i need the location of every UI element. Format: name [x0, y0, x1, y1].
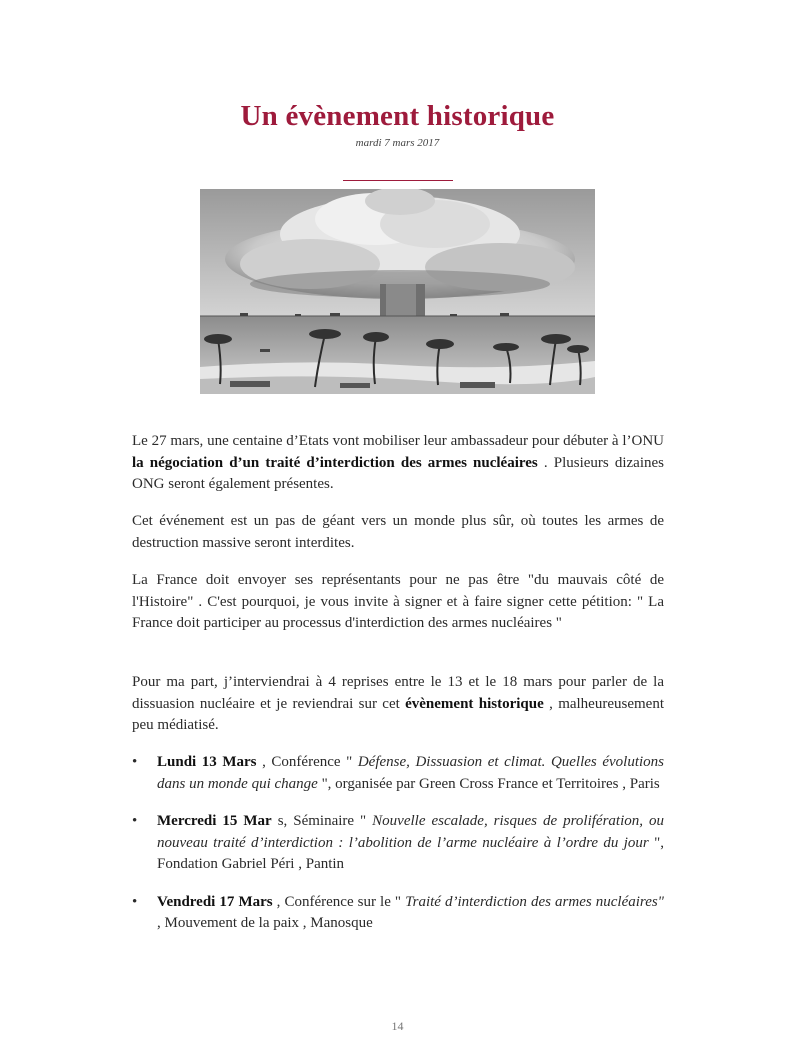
event-post: ", organisée par Green Cross France et Territoires , Paris [317, 775, 660, 792]
list-item [132, 811, 664, 876]
bullet-icon: • [132, 754, 138, 770]
event-post: ", Fondation Gabriel Péri , Pantin [157, 834, 664, 872]
events-list [132, 752, 664, 951]
interventions-text-a: Pour ma part, j’interviendrai à 4 reprises entre le 13 et le 18 mars pour parler de la dissuasion nucléaire et je reviendrai sur cet [132, 674, 664, 712]
event-post: , Mouvement de la paix , Manosque [157, 915, 373, 931]
article-date: mardi 7 mars 2017 [355, 137, 440, 149]
article-photo [200, 189, 595, 394]
event-day: Mercredi 15 Mar [157, 813, 272, 829]
event-pre: , Conférence sur le " [272, 893, 406, 910]
event-topic: Traité d’interdiction des armes nucléaires" [405, 893, 664, 910]
paragraph-intro [132, 431, 664, 496]
bullet-icon: • [132, 813, 138, 829]
list-item [132, 892, 664, 935]
significance-text: Cet événement est un pas de géant vers un monde plus sûr, où toutes les armes de destruction massive seront interdites. [132, 513, 664, 551]
page-number: 14 [391, 1019, 404, 1033]
event-pre: , Conférence " [256, 754, 358, 770]
interventions-text-c: , malheureusement peu médiatisé. [132, 695, 664, 733]
event-day: Vendredi 17 Mars [157, 893, 273, 910]
bullet-icon: • [132, 893, 138, 910]
paragraph-petition [132, 570, 664, 635]
paragraph-significance [132, 511, 664, 554]
intro-text-c: . Plusieurs dizaines ONG seront également présentes. [132, 454, 665, 492]
intro-text-a: Le 27 mars, une centaine d’Etats vont mobiliser leur ambassadeur pour débuter à l’ONU [132, 433, 664, 449]
event-topic: Défense, Dissuasion et climat. Quelles évolutions dans un monde qui change [157, 754, 664, 792]
petition-text: La France doit envoyer ses représentants pour ne pas être "du mauvais côté de l'Histoire" . C'est pourquoi, je vous invite à signer et à faire signer cette pétition: " La France doit participer au processus d'interdiction des armes nucléaires " [132, 572, 664, 631]
event-pre: s, Séminaire " [271, 813, 373, 829]
list-item [132, 752, 664, 795]
title-divider [343, 180, 453, 181]
paragraph-interventions [132, 672, 664, 737]
interventions-text-bold: évènement historique [405, 695, 544, 712]
event-topic: Nouvelle escalade, risques de prolifération, ou nouveau traité d’interdiction : l’abolition de l’arme nucléaire à l’ordre du jour [157, 813, 664, 851]
article-title: Un évènement historique [240, 100, 555, 132]
event-day: Lundi 13 Mars [157, 754, 257, 770]
intro-text-bold: la négociation d’un traité d’interdiction des armes nucléaires [132, 454, 538, 471]
